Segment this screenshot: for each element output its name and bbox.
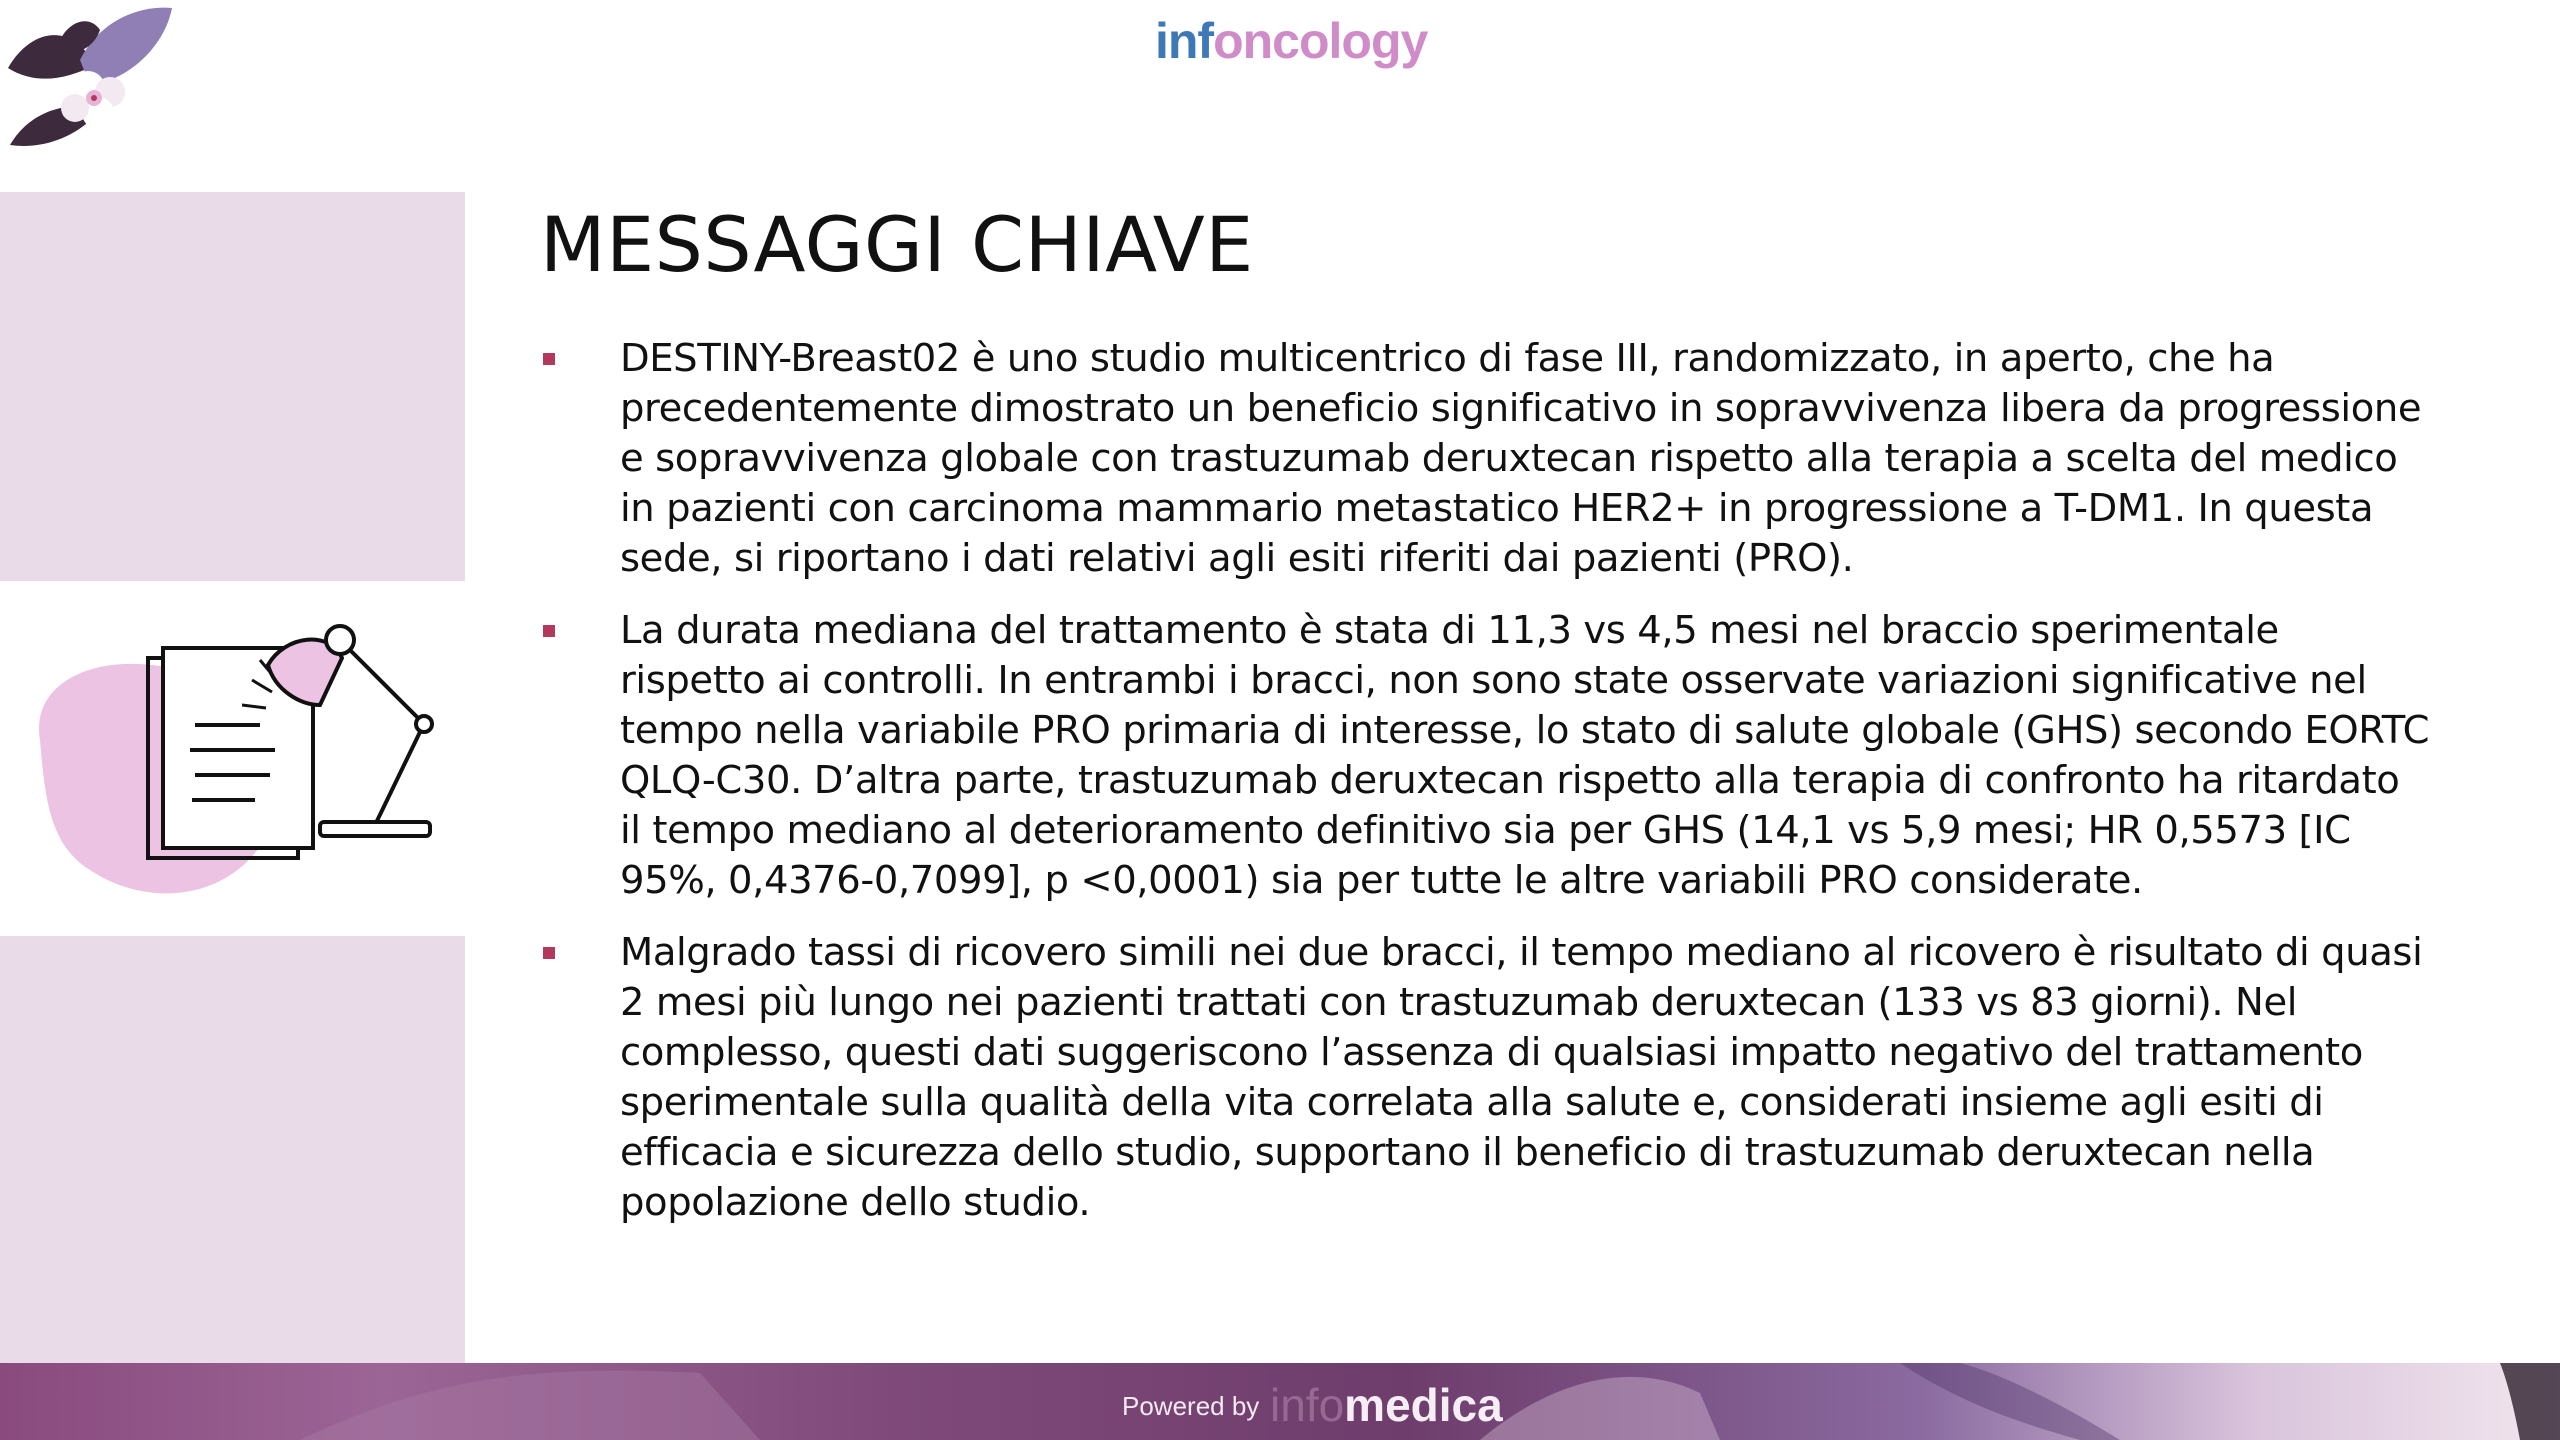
footer-brand-name: medica <box>1344 1379 1503 1431</box>
bullet-text: Malgrado tassi di ricovero simili nei due bracci, il tempo mediano al ricovero è risultato di quasi 2 mesi più lungo nei pazienti trattati con trastuzumab deruxtecan (133 vs 83 giorni). Nel complesso, questi dati suggeriscono l’assenza di qualsiasi impatto negativo del trattamento sperimentale sulla qualità della vita correlata alla salute e, considerati insieme agli esiti di efficacia e sicurezza dello studio, supportano il beneficio di trastuzumab deruxtecan nella popolazione dello studio. <box>620 930 2423 1225</box>
brand-logo-part1: inf <box>1155 13 1214 69</box>
footer-brand-ghost: info <box>1270 1379 1345 1431</box>
powered-by-label: Powered by <box>1122 1391 1260 1421</box>
side-panel-bottom <box>0 936 465 1367</box>
bullet-item <box>540 334 2430 584</box>
bullet-text: DESTINY-Breast02 è uno studio multicentrico di fase III, randomizzato, in aperto, che ha precedentemente dimostrato un beneficio significativo in sopravvivenza libera da progressione e sopravvivenza globale con trastuzumab deruxtecan rispetto alla terapia a scelta del medico in pazienti con carcinoma mammario metastatico HER2+ in progressione a T-DM1. In questa sede, si riportano i dati relativi agli esiti riferiti dai pazienti (PRO). <box>620 336 2422 581</box>
desk-lamp-documents-icon <box>20 610 440 910</box>
square-bullet-icon <box>543 353 555 365</box>
key-messages-list <box>540 334 2430 1250</box>
side-panel-top <box>0 192 465 581</box>
bullet-text: La durata mediana del trattamento è stata di 11,3 vs 4,5 mesi nel braccio sperimentale rispetto ai controlli. In entrambi i bracci, non sono state osservate variazioni significative nel tempo nella variabile PRO primaria di interesse, lo stato di salute globale (GHS) secondo EORTC QLQ-C30. D’altra parte, trastuzumab deruxtecan rispetto alla terapia di confronto ha ritardato il tempo mediano al deterioramento definitivo sia per GHS (14,1 vs 5,9 mesi; HR 0,5573 [IC 95%, 0,4376-0,7099], p <0,0001) sia per tutte le altre variabili PRO considerate. <box>620 608 2430 903</box>
slide-title: MESSAGGI CHIAVE <box>540 200 1254 289</box>
square-bullet-icon <box>543 947 555 959</box>
bullet-item <box>540 928 2430 1228</box>
brand-logo-part2: oncology <box>1213 13 1428 69</box>
flower-logo-icon <box>0 0 180 160</box>
brand-logo <box>1155 12 1427 70</box>
footer-brand <box>1270 1378 1503 1432</box>
square-bullet-icon <box>543 625 555 637</box>
bullet-item <box>540 606 2430 906</box>
